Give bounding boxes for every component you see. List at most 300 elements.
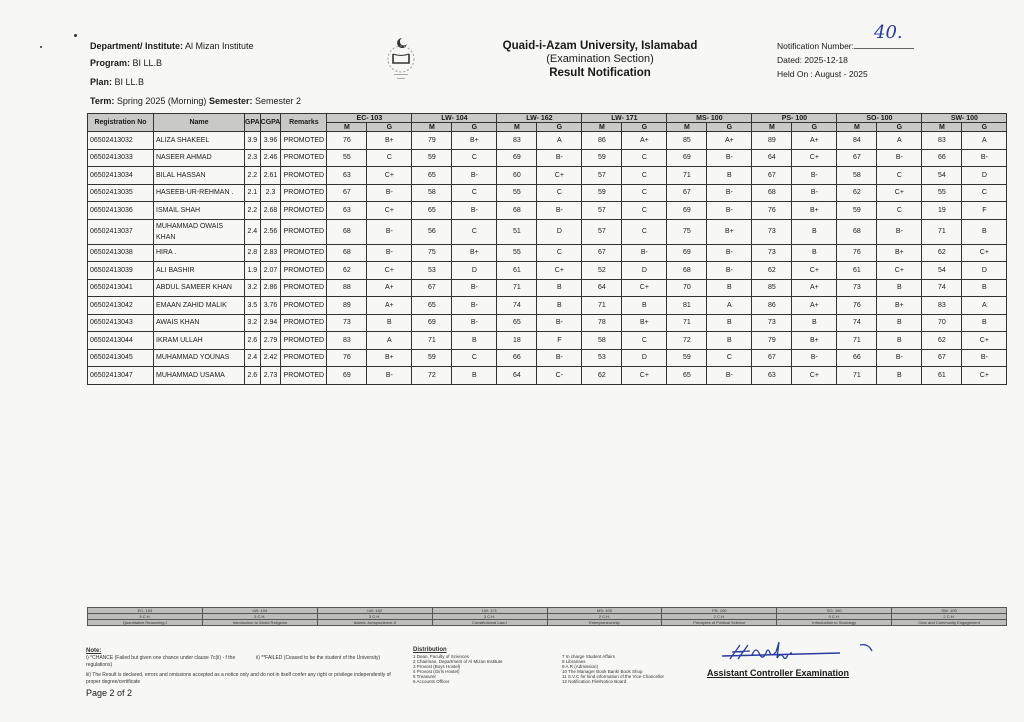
table-row: [88, 202, 1007, 220]
course-marks: 71: [667, 314, 707, 332]
cgpa: 2.79: [260, 332, 281, 350]
col-header-name: Name: [154, 114, 245, 132]
course-grade: C+: [962, 244, 1007, 262]
signature-icon: [720, 641, 890, 663]
course-marks: 64: [582, 279, 622, 297]
term-value: Spring 2025 (Morning): [116, 96, 207, 106]
col-header-course: SO- 100: [837, 114, 922, 123]
col-header-grade: G: [367, 123, 412, 132]
course-marks: 63: [327, 167, 367, 185]
student-name: [154, 367, 245, 385]
course-grade: B+: [877, 297, 922, 315]
registration-no: 06502413045: [88, 349, 154, 367]
distribution-item: 6 Accounts Officer: [413, 679, 450, 684]
table-row: [88, 132, 1007, 150]
course-marks: 70: [667, 279, 707, 297]
legend-course-code: MS- 100: [547, 608, 662, 614]
gpa: 2.2: [245, 167, 261, 185]
legend-course-title: Quantitative Reasoning-I: [88, 620, 203, 626]
distribution-list: [413, 646, 503, 684]
col-header-course: LW- 104: [412, 114, 497, 123]
student-name: [154, 332, 245, 350]
semester-value: Semester 2: [254, 96, 302, 106]
col-header-course: EC- 103: [327, 114, 412, 123]
legend-course-title: Islamic Jurisprudence-II: [317, 620, 432, 626]
legend-course-code: LW- 162: [317, 608, 432, 614]
course-marks: 73: [752, 314, 792, 332]
notification-info: [777, 22, 914, 81]
header-row-courses: [88, 114, 1007, 123]
course-marks: 67: [837, 149, 877, 167]
cgpa: 2.94: [260, 314, 281, 332]
course-marks: 69: [327, 367, 367, 385]
course-grade: C: [877, 167, 922, 185]
col-header-remarks: Remarks: [281, 114, 327, 132]
course-marks: 88: [327, 279, 367, 297]
course-grade: A+: [367, 297, 412, 315]
course-marks: 67: [752, 167, 792, 185]
col-header-marks: M: [582, 123, 622, 132]
course-grade: B-: [537, 202, 582, 220]
course-grade: D: [962, 167, 1007, 185]
table-row: [88, 184, 1007, 202]
col-header-grade: G: [537, 123, 582, 132]
course-marks: 69: [412, 314, 452, 332]
course-marks: 79: [412, 132, 452, 150]
gpa: 2.1: [245, 184, 261, 202]
notes-title: Note:: [86, 648, 102, 654]
gpa: 3.9: [245, 132, 261, 150]
legend-course-title: Introduction to World Religions: [202, 620, 317, 626]
course-grade: B-: [707, 244, 752, 262]
course-grade: B+: [792, 202, 837, 220]
course-grade: B: [792, 219, 837, 244]
course-marks: 19: [922, 202, 962, 220]
course-grade: B-: [452, 167, 497, 185]
course-marks: 62: [327, 262, 367, 280]
course-marks: 75: [412, 244, 452, 262]
col-header-course: LW- 162: [497, 114, 582, 123]
legend-credit-hours: 3 C.H.: [432, 614, 547, 620]
course-marks: 69: [667, 202, 707, 220]
course-grade: B-: [962, 349, 1007, 367]
course-marks: 62: [922, 244, 962, 262]
course-grade: C: [622, 219, 667, 244]
university-logo-icon: [382, 36, 420, 82]
cgpa: 2.86: [260, 279, 281, 297]
course-grade: C+: [622, 367, 667, 385]
plan-value: BI LL.B: [114, 77, 145, 87]
cgpa: 2.83: [260, 244, 281, 262]
department-row: Department/ Institute: Al Mizan Institute: [90, 41, 254, 51]
col-header-course: SW- 100: [922, 114, 1007, 123]
col-header-course: LW- 171: [582, 114, 667, 123]
term-row: Term: Spring 2025 (Morning) Semester: Semester 2: [90, 96, 302, 106]
remarks: PROMOTED: [281, 349, 327, 367]
course-grade: B: [707, 332, 752, 350]
course-grade: B: [962, 219, 1007, 244]
student-name: [154, 279, 245, 297]
legend-credit-hours: 2 C.H.: [662, 614, 777, 620]
col-header-marks: M: [497, 123, 537, 132]
course-marks: 73: [327, 314, 367, 332]
student-name-text: IKRAM ULLAH: [156, 336, 203, 344]
student-name: [154, 349, 245, 367]
table-row: [88, 219, 1007, 244]
page-number: Page 2 of 2: [86, 688, 133, 698]
course-marks: 83: [922, 132, 962, 150]
cgpa: 2.46: [260, 149, 281, 167]
course-grade: A+: [792, 279, 837, 297]
remarks: PROMOTED: [281, 297, 327, 315]
course-marks: 83: [327, 332, 367, 350]
course-grade: C+: [367, 202, 412, 220]
col-header-gpa: GPA: [245, 114, 261, 132]
course-marks: 68: [497, 202, 537, 220]
course-marks: 81: [667, 297, 707, 315]
course-grade: B: [707, 279, 752, 297]
notification-number: 40.: [874, 22, 903, 43]
course-marks: 62: [922, 332, 962, 350]
student-name-text: ISMAIL SHAH: [156, 206, 201, 214]
gpa: 3.2: [245, 279, 261, 297]
distribution-item: 8 Librarians: [562, 659, 586, 664]
course-grade: B-: [452, 314, 497, 332]
course-grade: B-: [707, 262, 752, 280]
student-name-text: MUHAMMAD OWAIS KHAN: [156, 222, 224, 241]
course-marks: 83: [922, 297, 962, 315]
course-grade: C-: [537, 367, 582, 385]
course-marks: 18: [497, 332, 537, 350]
student-name-text: NASEER AHMAD: [156, 154, 212, 162]
results-table: [87, 113, 1007, 385]
course-grade: B: [707, 167, 752, 185]
student-name-text: HIRA .: [156, 249, 177, 257]
course-marks: 66: [497, 349, 537, 367]
course-marks: 66: [922, 149, 962, 167]
col-header-marks: M: [752, 123, 792, 132]
registration-no: 06502413047: [88, 367, 154, 385]
course-grade: F: [962, 202, 1007, 220]
course-grade: C+: [792, 262, 837, 280]
legend-course-title: Civic and Community Engagement: [892, 620, 1007, 626]
course-grade: B: [792, 244, 837, 262]
course-grade: C: [877, 202, 922, 220]
course-marks: 68: [327, 219, 367, 244]
course-marks: 66: [837, 349, 877, 367]
registration-no: 06502413041: [88, 279, 154, 297]
course-grade: C+: [622, 279, 667, 297]
course-marks: 64: [497, 367, 537, 385]
cgpa: 2.56: [260, 219, 281, 244]
course-marks: 57: [582, 202, 622, 220]
student-name-text: HASEEB-UR-REHMAN .: [156, 189, 234, 197]
legend-credit-hours: 3 C.H.: [317, 614, 432, 620]
student-name: [154, 297, 245, 315]
course-grade: B+: [367, 349, 412, 367]
gpa: 3.5: [245, 297, 261, 315]
course-marks: 74: [837, 314, 877, 332]
course-marks: 60: [497, 167, 537, 185]
course-marks: 73: [752, 219, 792, 244]
course-grade: C: [452, 149, 497, 167]
col-header-grade: G: [792, 123, 837, 132]
table-row: [88, 279, 1007, 297]
registration-no: 06502413038: [88, 244, 154, 262]
course-marks: 63: [327, 202, 367, 220]
cgpa: 2.68: [260, 202, 281, 220]
legend-course-code: LW- 171: [432, 608, 547, 614]
remarks: PROMOTED: [281, 314, 327, 332]
student-name: [154, 219, 245, 244]
col-header-marks: M: [922, 123, 962, 132]
col-header-grade: G: [622, 123, 667, 132]
remarks: PROMOTED: [281, 184, 327, 202]
col-header-cgpa: CGPA: [260, 114, 281, 132]
registration-no: 06502413034: [88, 167, 154, 185]
cgpa: 3.76: [260, 297, 281, 315]
student-name-text: AWAIS KHAN: [156, 319, 200, 327]
col-header-course: PS- 100: [752, 114, 837, 123]
course-grade: C+: [367, 262, 412, 280]
course-marks: 74: [922, 279, 962, 297]
course-marks: 76: [327, 132, 367, 150]
student-name-text: ALIZA SHAKEEL: [156, 136, 210, 144]
distribution-item: 12 Notification File/Notice Board: [562, 679, 627, 684]
course-marks: 70: [922, 314, 962, 332]
signature-label: Assistant Controller Examination: [707, 668, 850, 678]
course-grade: C: [707, 349, 752, 367]
course-grade: A: [707, 297, 752, 315]
course-marks: 52: [582, 262, 622, 280]
table-row: [88, 167, 1007, 185]
student-name: [154, 184, 245, 202]
cgpa: 2.42: [260, 349, 281, 367]
course-grade: B: [537, 297, 582, 315]
distribution-left: [413, 654, 503, 684]
legend-course-code: PS- 100: [662, 608, 777, 614]
course-grade: C: [367, 149, 412, 167]
cgpa: 2.73: [260, 367, 281, 385]
col-header-marks: M: [837, 123, 877, 132]
gpa: 2.4: [245, 349, 261, 367]
course-marks: 65: [497, 314, 537, 332]
course-grade: B+: [452, 244, 497, 262]
table-row: [88, 297, 1007, 315]
course-grade: B+: [877, 244, 922, 262]
distribution-item: 10 The Manager Book Bank/ Book Shop: [562, 669, 643, 674]
legend-course-title: Principles of Political Science: [662, 620, 777, 626]
course-grade: B-: [707, 149, 752, 167]
course-grade: B-: [877, 349, 922, 367]
legend-course-code: SO- 100: [777, 608, 892, 614]
course-marks: 61: [497, 262, 537, 280]
col-header-course: MS- 100: [667, 114, 752, 123]
course-grade: C: [452, 219, 497, 244]
course-grade: C+: [792, 149, 837, 167]
course-marks: 59: [582, 149, 622, 167]
legend-course-code: EC- 103: [88, 608, 203, 614]
registration-no: 06502413044: [88, 332, 154, 350]
student-name-text: EMAAN ZAHID MALIK: [156, 301, 227, 309]
course-grade: B: [877, 279, 922, 297]
distribution-item: 11 S.V.C for kind information of the Vice Chancellor: [562, 674, 664, 679]
course-marks: 65: [412, 167, 452, 185]
course-marks: 89: [327, 297, 367, 315]
course-grade: D: [622, 349, 667, 367]
cgpa: 2.61: [260, 167, 281, 185]
course-marks: 72: [412, 367, 452, 385]
course-grade: C+: [537, 262, 582, 280]
course-marks: 71: [582, 297, 622, 315]
notification-number-field: [854, 22, 914, 49]
course-grade: B-: [367, 367, 412, 385]
student-name-text: BILAL HASSAN: [156, 171, 206, 179]
course-grade: C+: [962, 332, 1007, 350]
student-name-text: MUHAMMAD USAMA: [156, 371, 225, 379]
remarks: PROMOTED: [281, 367, 327, 385]
course-grade: C: [452, 184, 497, 202]
course-grade: A: [367, 332, 412, 350]
course-marks: 67: [582, 244, 622, 262]
document-heading: [470, 40, 730, 80]
course-marks: 67: [922, 349, 962, 367]
course-grade: A+: [367, 279, 412, 297]
document-title: Result Notification: [549, 67, 651, 79]
distribution-item: 5 Treasurer: [413, 674, 437, 679]
student-name: [154, 314, 245, 332]
student-name-text: ALI BASHIR: [156, 266, 195, 274]
course-marks: 58: [837, 167, 877, 185]
course-marks: 56: [412, 219, 452, 244]
held-on: Held On : August - 2025: [777, 69, 868, 79]
cgpa: 3.96: [260, 132, 281, 150]
remarks: PROMOTED: [281, 332, 327, 350]
course-marks: 71: [837, 367, 877, 385]
course-marks: 79: [752, 332, 792, 350]
course-marks: 73: [752, 244, 792, 262]
course-marks: 71: [837, 332, 877, 350]
course-grade: A: [962, 132, 1007, 150]
course-marks: 63: [752, 367, 792, 385]
student-name-text: MUHAMMAD YOUNAS: [156, 354, 230, 362]
course-grade: B: [877, 332, 922, 350]
gpa: 3.2: [245, 314, 261, 332]
course-marks: 74: [497, 297, 537, 315]
table-row: [88, 314, 1007, 332]
course-legend-table: [87, 607, 1007, 626]
course-marks: 61: [922, 367, 962, 385]
legend-row-titles: [88, 620, 1007, 626]
course-grade: B-: [537, 314, 582, 332]
note-3: iii) The Result is declared, errors and omissions accepted as a notice only and do not in itself confer any right or privilege independently of proper degree/certificate: [86, 672, 391, 685]
course-marks: 69: [497, 149, 537, 167]
legend-course-title: Entrepreneurship: [547, 620, 662, 626]
student-name: [154, 132, 245, 150]
remarks: PROMOTED: [281, 262, 327, 280]
course-grade: B-: [367, 184, 412, 202]
course-grade: B: [622, 297, 667, 315]
legend-course-code: LW- 104: [202, 608, 317, 614]
legend-course-title: Constitutional Law-I: [432, 620, 547, 626]
course-marks: 54: [922, 167, 962, 185]
col-header-grade: G: [877, 123, 922, 132]
course-marks: 51: [497, 219, 537, 244]
registration-no: 06502413035: [88, 184, 154, 202]
table-row: [88, 262, 1007, 280]
cgpa: 2.07: [260, 262, 281, 280]
student-name: [154, 202, 245, 220]
course-marks: 55: [497, 244, 537, 262]
course-grade: B-: [537, 349, 582, 367]
course-marks: 76: [752, 202, 792, 220]
department-value: Al Mizan Institute: [185, 41, 254, 51]
course-grade: B-: [877, 219, 922, 244]
course-grade: B-: [962, 149, 1007, 167]
gpa: 2.6: [245, 332, 261, 350]
course-grade: B: [962, 279, 1007, 297]
course-marks: 76: [327, 349, 367, 367]
course-grade: B-: [367, 219, 412, 244]
notification-number-row: Notification Number: 40.: [777, 38, 914, 53]
course-grade: B: [367, 314, 412, 332]
course-grade: C: [537, 244, 582, 262]
distribution-item: 7 In charge Student Affairs: [562, 654, 615, 659]
course-marks: 57: [582, 219, 622, 244]
course-marks: 59: [412, 149, 452, 167]
course-grade: C+: [792, 367, 837, 385]
student-name-text: ABDUL SAMEER KHAN: [156, 284, 232, 292]
course-grade: D: [452, 262, 497, 280]
remarks: PROMOTED: [281, 219, 327, 244]
course-grade: C: [962, 184, 1007, 202]
course-marks: 84: [837, 132, 877, 150]
course-marks: 71: [497, 279, 537, 297]
course-grade: B+: [452, 132, 497, 150]
course-grade: A+: [707, 132, 752, 150]
course-marks: 86: [582, 132, 622, 150]
course-grade: C: [622, 149, 667, 167]
note-2: ii) **FAILED (Ceased to be the student of the University): [256, 655, 381, 661]
gpa: 2.4: [245, 219, 261, 244]
registration-no: 06502413037: [88, 219, 154, 244]
remarks: PROMOTED: [281, 167, 327, 185]
course-marks: 67: [667, 184, 707, 202]
course-marks: 89: [752, 132, 792, 150]
university-name: Quaid-i-Azam University, Islamabad: [502, 40, 698, 52]
course-marks: 65: [667, 367, 707, 385]
course-grade: C: [622, 167, 667, 185]
course-grade: C: [622, 332, 667, 350]
col-header-marks: M: [667, 123, 707, 132]
remarks: PROMOTED: [281, 279, 327, 297]
course-grade: B: [877, 367, 922, 385]
distribution-item: 3 Provost (Boys Hostel): [413, 664, 461, 669]
distribution-title: Distribution: [413, 647, 447, 653]
course-marks: 54: [922, 262, 962, 280]
course-marks: 67: [412, 279, 452, 297]
remarks: PROMOTED: [281, 202, 327, 220]
course-marks: 59: [667, 349, 707, 367]
course-marks: 67: [752, 349, 792, 367]
distribution-item: 1 Dean, Faculty of Sciences: [413, 654, 470, 659]
course-grade: B+: [622, 314, 667, 332]
course-marks: 68: [837, 219, 877, 244]
course-marks: 62: [752, 262, 792, 280]
course-marks: 59: [837, 202, 877, 220]
student-name: [154, 167, 245, 185]
course-marks: 71: [922, 219, 962, 244]
